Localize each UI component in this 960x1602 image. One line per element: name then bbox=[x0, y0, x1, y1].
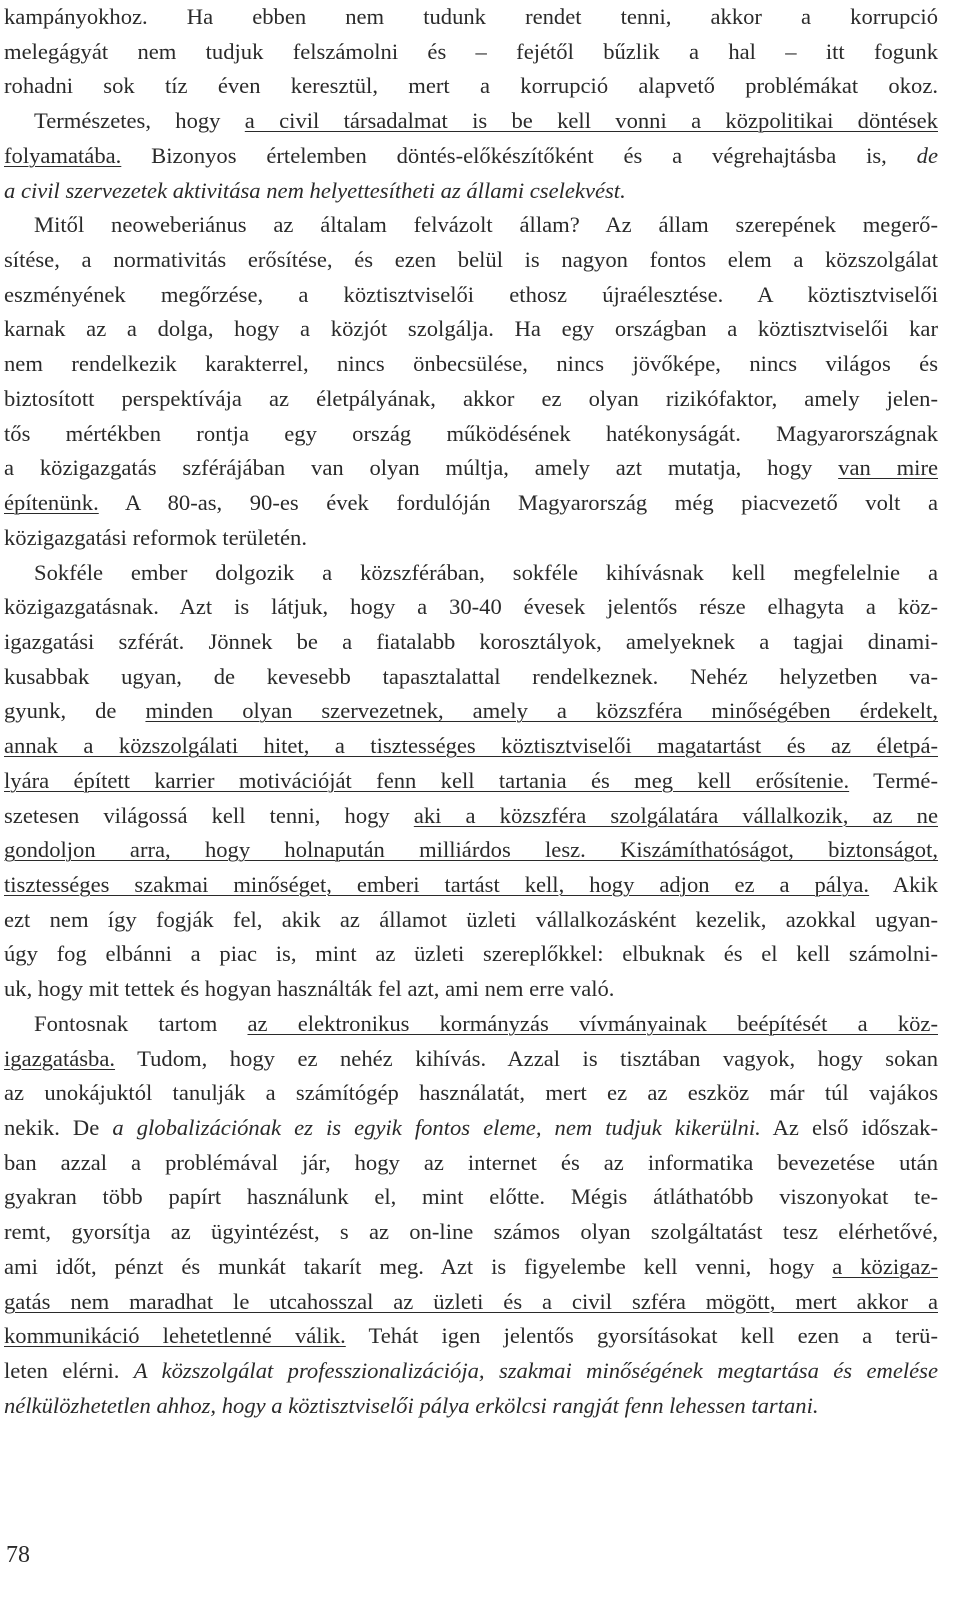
underlined-text: aki a közszféra szolgálatára vállalkozik, az ne bbox=[413, 802, 938, 828]
text-line bbox=[4, 799, 938, 834]
text-line bbox=[4, 0, 938, 35]
text-line bbox=[4, 1250, 938, 1285]
text-line bbox=[4, 1319, 938, 1354]
text-line bbox=[4, 1389, 938, 1424]
text-line bbox=[4, 1007, 938, 1042]
text-run: ami időt, pénzt és munkát takarít meg. Azt is figyelembe kell venni, hogy bbox=[4, 1253, 833, 1279]
text-run: nekik. De bbox=[4, 1115, 113, 1140]
underlined-text: az elektronikus kormányzás vívmányainak beépítését a köz- bbox=[247, 1010, 938, 1036]
text-run: nem rendelkezik karakterrel, nincs önbecsülése, nincs jövőképe, nincs világos és bbox=[4, 351, 938, 377]
underlined-text: a közigaz- bbox=[832, 1253, 938, 1279]
underlined-text: lyára épített karrier motivációját fenn kell tartania és meg kell erősítenie. bbox=[4, 767, 850, 793]
text-run: kampányokhoz. Ha ebben nem tudunk rendet tenni, akkor a korrupció bbox=[4, 4, 938, 29]
text-run: szetesen világossá kell tenni, hogy bbox=[4, 802, 414, 828]
text-run: ezt nem így fogják fel, akik az államot üzleti vállalkozásként kezelik, azokkal ugyan- bbox=[4, 906, 938, 932]
page-number: 78 bbox=[6, 1542, 30, 1568]
underlined-text: építenünk. bbox=[4, 490, 99, 516]
text-run: kusabbak ugyan, de kevesebb tapasztalattal rendelkeznek. Nehéz helyzetben va- bbox=[4, 663, 938, 689]
text-line bbox=[4, 660, 938, 695]
text-line bbox=[4, 625, 938, 660]
text-run: Sokféle ember dolgozik a közszférában, sokféle kihívásnak kell megfelelnie a bbox=[34, 559, 938, 585]
underlined-text: gondoljon arra, hogy holnapután milliárdos lesz. Kiszámíthatóságot, biztonságot, bbox=[4, 837, 938, 863]
text-run: remt, gyorsítja az ügyintézést, s az on-line számos olyan szolgáltatást tesz elérhetővé, bbox=[4, 1219, 938, 1245]
text-line bbox=[4, 729, 938, 764]
text-line bbox=[4, 556, 938, 591]
text-line bbox=[4, 208, 938, 243]
text-line bbox=[4, 903, 938, 938]
text-line bbox=[4, 347, 938, 382]
text-run: közigazgatási reformok területén. bbox=[4, 524, 307, 550]
text-run: sítése, a normativitás erősítése, és ezen belül is nagyon fontos elem a közszolgálat bbox=[4, 247, 938, 273]
text-run: ban azzal a problémával jár, hogy az internet és az informatika bevezetése után bbox=[4, 1149, 938, 1175]
text-run: melegágyát nem tudjuk felszámolni és – fejétől bűzlik a hal – itt fogunk bbox=[4, 38, 938, 64]
text-run: Bizonyos értelemben döntés-előkészítőként és a végrehajtásba is, bbox=[121, 142, 917, 168]
underlined-text: van mire bbox=[838, 455, 938, 481]
text-line bbox=[4, 972, 938, 1007]
text-line bbox=[4, 278, 938, 313]
text-line bbox=[4, 1111, 938, 1146]
document-body bbox=[4, 0, 938, 1423]
underlined-text: igazgatásba. bbox=[4, 1045, 116, 1071]
text-run: rohadni sok tíz éven keresztül, mert a korrupció alapvető problémákat okoz. bbox=[4, 73, 938, 99]
text-line bbox=[4, 243, 938, 278]
text-line bbox=[4, 382, 938, 417]
text-run: gyunk, de bbox=[4, 698, 146, 724]
text-run: Természetes, hogy bbox=[34, 108, 245, 134]
text-line bbox=[4, 868, 938, 903]
text-line bbox=[4, 417, 938, 452]
text-run: Tehát igen jelentős gyorsításokat kell ezen a terü- bbox=[345, 1323, 938, 1349]
text-run: a közigazgatás szférájában van olyan múltja, amely azt mutatja, hogy bbox=[4, 455, 839, 481]
italic-text: nélkülözhetetlen ahhoz, hogy a köztisztviselői pálya erkölcsi rangját fenn lehessen tartani. bbox=[4, 1392, 819, 1418]
text-run: gyakran több papírt használunk el, mint előtte. Mégis átláthatóbb viszonyokat te- bbox=[4, 1184, 938, 1210]
underlined-text: kommunikáció lehetetlenné válik. bbox=[4, 1323, 346, 1349]
underlined-text: minden olyan szervezetnek, amely a közszféra minőségében érdekelt, bbox=[145, 698, 938, 724]
underlined-text: folyamatába. bbox=[4, 142, 122, 168]
text-run: Tudom, hogy ez nehéz kihívás. Azzal is tisztában vagyok, hogy sokan bbox=[115, 1045, 938, 1071]
text-line bbox=[4, 1285, 938, 1320]
text-line bbox=[4, 451, 938, 486]
text-run: leten elérni. bbox=[4, 1358, 134, 1384]
underlined-text: annak a közszolgálati hitet, a tisztességes köztisztviselői magatartást és az életpá- bbox=[4, 733, 938, 759]
underlined-text: gatás nem maradhat le utcahosszal az üzleti és a civil szféra mögött, mert akkor a bbox=[4, 1288, 938, 1314]
text-line bbox=[4, 69, 938, 104]
italic-text: a civil szervezetek aktivitása nem helyettesítheti az állami cselekvést. bbox=[4, 177, 626, 203]
text-line bbox=[4, 937, 938, 972]
text-line bbox=[4, 312, 938, 347]
text-run: uk, hogy mit tettek és hogyan használták fel azt, ami nem erre való. bbox=[4, 976, 615, 1002]
text-line bbox=[4, 694, 938, 729]
text-line bbox=[4, 139, 938, 174]
italic-text: A közszolgálat professzionalizációja, szakmai minőségének megtartása és emelése bbox=[133, 1358, 938, 1384]
text-run: Akik bbox=[869, 871, 938, 897]
text-run: tős mértékben rontja egy ország működésének hatékonyságát. Magyarországnak bbox=[4, 420, 938, 446]
text-line bbox=[4, 1076, 938, 1111]
text-run: úgy fog elbánni a piac is, mint az üzleti szereplőkkel: elbuknak és el kell számolni- bbox=[4, 941, 938, 967]
text-run: az unokájuktól tanulják a számítógép használatát, mert ez az eszköz már túl vajákos bbox=[4, 1080, 938, 1106]
text-line bbox=[4, 764, 938, 799]
text-line bbox=[4, 1354, 938, 1389]
italic-text: de bbox=[916, 142, 938, 168]
text-run: Mitől neoweberiánus az általam felvázolt állam? Az állam szerepének megerő- bbox=[34, 212, 938, 238]
text-line bbox=[4, 521, 938, 556]
text-line bbox=[4, 35, 938, 70]
text-line bbox=[4, 1215, 938, 1250]
text-run: közigazgatásnak. Azt is látjuk, hogy a 30-40 évesek jelentős része elhagyta a köz- bbox=[4, 594, 938, 620]
underlined-text: a civil társadalmat is be kell vonni a közpolitikai döntések bbox=[244, 108, 938, 134]
text-line bbox=[4, 1146, 938, 1181]
text-run: A 80-as, 90-es évek fordulóján Magyarország még piacvezető volt a bbox=[98, 490, 938, 516]
underlined-text: tisztességes szakmai minőséget, emberi tartást kell, hogy adjon ez a pálya. bbox=[4, 871, 870, 897]
text-run: eszményének megőrzése, a köztisztviselői ethosz újraélesztése. A köztisztviselői bbox=[4, 281, 938, 307]
text-line bbox=[4, 1042, 938, 1077]
text-line bbox=[4, 1180, 938, 1215]
text-run: karnak az a dolga, hogy a közjót szolgálja. Ha egy országban a köztisztviselői kar bbox=[4, 316, 938, 342]
text-run: biztosított perspektívája az életpályának, akkor ez olyan rizikófaktor, amely jelen- bbox=[4, 385, 938, 411]
text-line bbox=[4, 486, 938, 521]
text-line bbox=[4, 590, 938, 625]
text-run: Termé- bbox=[849, 767, 938, 793]
text-line bbox=[4, 104, 938, 139]
text-line bbox=[4, 833, 938, 868]
text-run: igazgatási szférát. Jönnek be a fiatalabb korosztályok, amelyeknek a tagjai dinami- bbox=[4, 628, 938, 654]
text-run: Fontosnak tartom bbox=[34, 1010, 248, 1036]
text-run: Az első időszak- bbox=[760, 1115, 938, 1140]
text-line bbox=[4, 174, 938, 209]
italic-text: a globalizációnak ez is egyik fontos eleme, nem tudjuk kikerülni. bbox=[112, 1115, 761, 1140]
